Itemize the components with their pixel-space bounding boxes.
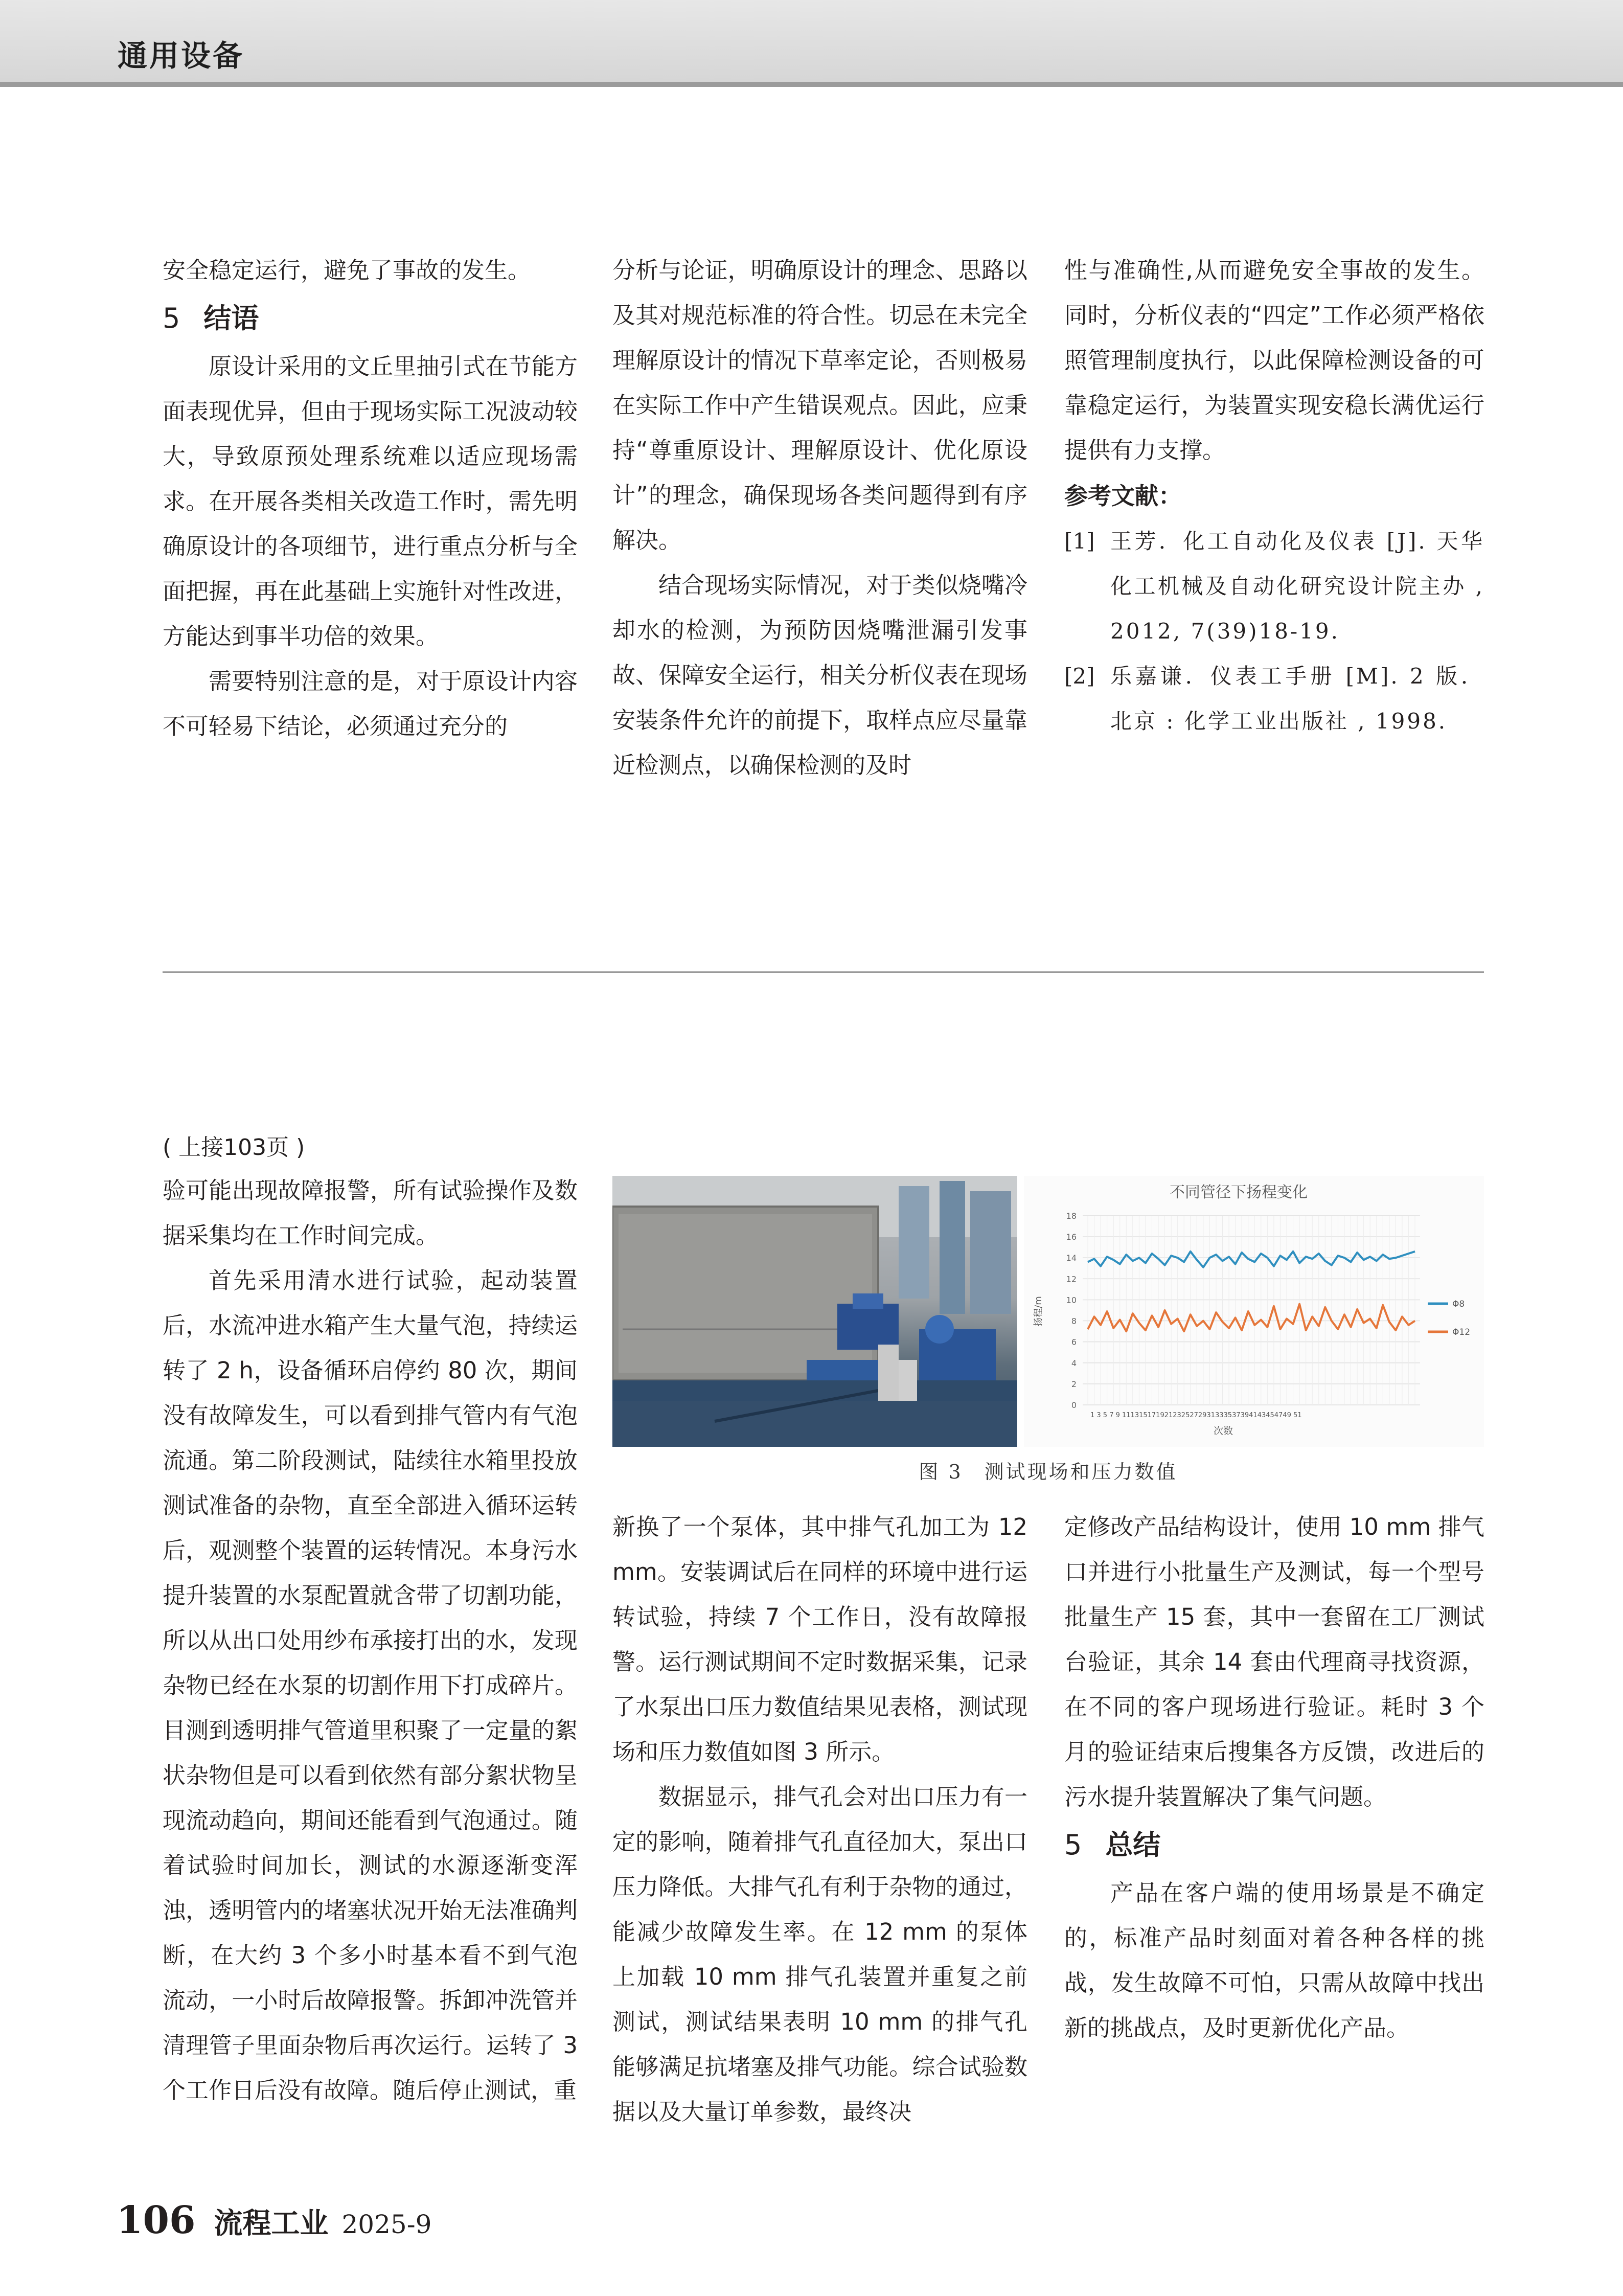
section-header-title: 通用设备 — [118, 38, 245, 73]
paragraph: 数据显示，排气孔会对出口压力有一定的影响，随着排气孔直径加大，泵出口压力降低。大排气孔有利于杂物的通过，能减少故障发生率。在 12 mm 的泵体上加载 10 mm 排气孔装置并重复之前测试，测试结果表明 10 mm 的排气孔能够满足抗堵塞及排气功能。综合试验数据以及大量订单参数，最终决 — [612, 1783, 1027, 2125]
paragraph: 分析与论证，明确原设计的理念、思路以及其对规范标准的符合性。切忌在未完全理解原设计的情况下草率定论，否则极易在实际工作中产生错误观点。因此，应秉持“尊重原设计、理解原设计、优化原设计”的理念，确保现场各类问题得到有序解决。 — [612, 257, 1027, 554]
references-title: 参考文献： — [1064, 482, 1182, 510]
journal-name: 流程工业 — [214, 2207, 329, 2240]
chart-y-tick-label: 8 — [1071, 1316, 1077, 1326]
section-number: 5 — [1064, 1829, 1082, 1861]
page-footer — [117, 2198, 431, 2244]
chart-y-tick-label: 4 — [1071, 1358, 1077, 1368]
chart-x-label: 次数 — [1213, 1425, 1233, 1437]
article-divider — [163, 971, 1484, 973]
paragraph: 性与准确性,从而避免安全事故的发生。同时，分析仪表的“四定”工作必须严格依照管理制度执行，以此保障检测设备的可靠稳定运行，为装置实现安稳长满优运行提供有力支撑。 — [1064, 257, 1484, 464]
test-site-illustration — [612, 1176, 1017, 1447]
page-header — [0, 0, 1623, 87]
paragraph: 新换了一个泵体，其中排气孔加工为 12 mm。安装调试后在同样的环境中进行运转试验，持续 7 个工作日，没有故障报警。运行测试期间不定时数据采集，记录了水泵出口压力数值结果见表格，测试现场和压力数值如图 3 所示。 — [612, 1513, 1027, 1765]
section-title: 结语 — [203, 302, 259, 334]
chart-y-tick-label: 10 — [1066, 1295, 1077, 1305]
reference-text: 乐嘉谦．仪表工手册 [M]. 2 版．北京 : 化学工业出版社 , 1998. — [1110, 664, 1484, 734]
chart-y-tick-label: 0 — [1071, 1400, 1077, 1410]
section-heading — [1064, 1820, 1484, 1871]
paragraph: 产品在客户端的使用场景是不确定的，标准产品时刻面对着各种各样的挑战，发生故障不可怕，只需从故障中找出新的挑战点，及时更新优化产品。 — [1064, 1879, 1484, 2041]
paragraph: 安全稳定运行，避免了事故的发生。 — [163, 257, 531, 284]
chart-title: 不同管径下扬程变化 — [1170, 1184, 1308, 1201]
bottom-column-2 — [612, 1505, 1027, 2134]
paragraph: 需要特别注意的是，对于原设计内容不可轻易下结论，必须通过充分的 — [163, 668, 578, 740]
chart-y-tick-label: 18 — [1066, 1211, 1077, 1221]
chart-legend-label: Φ12 — [1452, 1327, 1471, 1337]
chart-y-tick-label: 2 — [1071, 1379, 1077, 1389]
figure-3 — [612, 1176, 1484, 1447]
section-number: 5 — [163, 302, 180, 334]
bottom-column-3 — [1064, 1505, 1484, 2051]
test-site-photo — [612, 1176, 1017, 1447]
chart-y-tick-label: 16 — [1066, 1232, 1077, 1242]
chart-y-tick-label: 6 — [1071, 1337, 1077, 1347]
chart-y-tick-label: 14 — [1066, 1253, 1077, 1263]
figure-caption: 图 3 测试现场和压力数值 — [919, 1461, 1178, 1483]
paragraph: 结合现场实际情况，对于类似烧嘴冷却水的检测，为预防因烧嘴泄漏引发事故、保障安全运行，相关分析仪表在现场安装条件允许的前提下，取样点应尽量靠近检测点，以确保检测的及时 — [612, 572, 1027, 779]
paragraph: 验可能出现故障报警，所有试验操作及数据采集均在工作时间完成。 — [163, 1177, 578, 1249]
top-column-2 — [612, 248, 1027, 788]
page-number: 106 — [117, 2198, 196, 2242]
reference-number: [1] — [1064, 529, 1095, 554]
top-column-1 — [163, 248, 578, 749]
paragraph: 定修改产品结构设计，使用 10 mm 排气口并进行小批量生产及测试，每一个型号批量生产 15 套，其中一套留在工厂测试台验证，其余 14 套由代理商寻找资源，在不同的客户现场进行验证。耗时 3 个月的验证结束后搜集各方反馈，改进后的污水提升装置解决了集气问题。 — [1064, 1513, 1484, 1810]
reference-number: [2] — [1064, 664, 1095, 689]
continued-from-label: ( 上接103页 ) — [163, 1134, 305, 1161]
chart-x-tick-labels: 1 3 5 7 9 1113151719212325272931333537394143454749 51 — [1090, 1412, 1302, 1419]
journal-issue: 2025-9 — [341, 2210, 432, 2239]
paragraph: 原设计采用的文丘里抽引式在节能方面表现优异，但由于现场实际工况波动较大，导致原预处理系统难以适应现场需求。在开展各类相关改造工作时，需先明确原设计的各项细节，进行重点分析与全面把握，再在此基础上实施针对性改进，方能达到事半功倍的效果。 — [163, 353, 578, 650]
chart-y-label: 扬程/m — [1033, 1296, 1044, 1327]
top-column-3 — [1064, 248, 1484, 744]
section-title: 总结 — [1105, 1829, 1161, 1861]
chart-series-line-1 — [1088, 1252, 1415, 1267]
chart-svg — [1024, 1176, 1484, 1447]
reference-item — [1064, 519, 1484, 654]
bottom-column-1 — [163, 1127, 578, 2113]
pressure-chart — [1024, 1176, 1484, 1447]
chart-series-line-2 — [1088, 1304, 1415, 1331]
chart-legend-label: Φ8 — [1452, 1299, 1465, 1309]
reference-text: 王芳．化工自动化及仪表 [J]. 天华化工机械及自动化研究设计院主办 , 2012, 7(39)18-19. — [1110, 529, 1484, 644]
paragraph: 首先采用清水进行试验，起动装置后，水流冲进水箱产生大量气泡，持续运转了 2 h，设备循环启停约 80 次，期间没有故障发生，可以看到排气管内有气泡流通。第二阶段测试，陆续往水箱里投放测试准备的杂物，直至全部进入循环运转后，观测整个装置的运转情况。本身污水提升装置的水泵配置就含带了切割功能，所以从出口处用纱布承接打出的水，发现杂物已经在水泵的切割作用下打成碎片。目测到透明排气管道里积聚了一定量的絮状杂物但是可以看到依然有部分絮状物呈现流动趋向，期间还能看到气泡通过。随着试验时间加长，测试的水源逐渐变浑浊，透明管内的堵塞状况开始无法准确判断，在大约 3 个多小时基本看不到气泡流动，一小时后故障报警。拆卸冲洗管并清理管子里面杂物后再次运行。运转了 3 个工作日后没有故障。随后停止测试，重 — [163, 1267, 578, 2104]
section-heading — [163, 293, 578, 344]
chart-y-tick-label: 12 — [1066, 1274, 1077, 1284]
reference-item — [1064, 654, 1484, 744]
